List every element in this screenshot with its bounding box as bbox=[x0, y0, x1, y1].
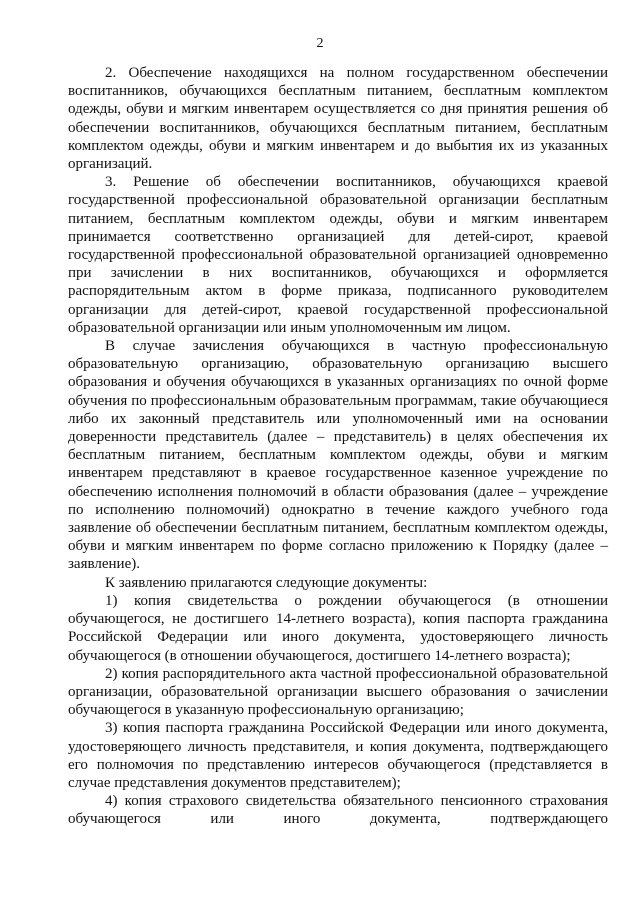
document-body bbox=[68, 64, 608, 829]
list-item-4: 4) копия страхового свидетельства обязательного пенсионного страхования обучающегося или иного документа, подтверждающего bbox=[68, 793, 608, 828]
paragraph-item-3: 3. Решение об обеспечении воспитанников, обучающихся краевой государственной профессиональной образовательной организации бесплатным питанием, бесплатным комплектом одежды, обуви и мягким инвентарем принимается соответственно организацией для детей-сирот, краевой государственной профессиональной образовательной организацией одновременно при зачислении в них воспитанников, обучающихся и оформляется распорядительным актом в форме приказа, подписанного руководителем организации для детей-сирот, краевой государственной профессиональной образовательной организации или иным уполномоченным им лицом. bbox=[68, 174, 608, 336]
page-number: 2 bbox=[316, 36, 324, 51]
list-item-2: 2) копия распорядительного акта частной профессиональной образовательной организации, образовательной организации высшего образования о зачислении обучающегося в указанную профессиональную организацию; bbox=[68, 665, 608, 719]
paragraph-private-enrollment: В случае зачисления обучающихся в частную профессиональную образовательную организацию, образовательную организацию высшего образования и обучения обучающихся в указанных организациях по очной форме обучения по профессиональным образовательным программам, такие обучающиеся либо их законный представитель или уполномоченный ими на основании доверенности представитель (далее – представитель) в целях обеспечения их бесплатным питанием, бесплатным комплектом одежды, обуви и мягким инвентарем представляют в краевое государственное казенное учреждение по обеспечению исполнения полномочий в области образования (далее – учреждение по исполнению полномочий) однократно в течение каждого учебного года заявление об обеспечении бесплатным питанием, бесплатным комплектом одежды, обуви и мягким инвентарем по форме согласно приложению к Порядку (далее – заявление). bbox=[68, 338, 608, 573]
list-item-1: 1) копия свидетельства о рождении обучающегося (в отношении обучающегося, не достигшего 14-летнего возраста), копия паспорта гражданина Российской Федерации или иного документа, удостоверяющего личность обучающегося (в отношении обучающегося, достигшего 14-летнего возраста); bbox=[68, 592, 608, 664]
paragraph-item-2: 2. Обеспечение находящихся на полном государственном обеспечении воспитанников, обучающихся бесплатным питанием, бесплатным комплектом одежды, обуви и мягким инвентарем осуществляется со дня принятия решения об обеспечении воспитанников, обучающихся бесплатным питанием, бесплатным комплектом одежды, обуви и мягким инвентарем и до выбытия их из указанных организаций. bbox=[68, 65, 608, 173]
paragraph-attachments-intro: К заявлению прилагаются следующие документы: bbox=[105, 574, 428, 591]
list-item-3: 3) копия паспорта гражданина Российской Федерации или иного документа, удостоверяющего личность представителя, и копия документа, подтверждающего его полномочия по представлению интересов обучающегося (представляется в случае представления документов представителем); bbox=[68, 720, 608, 791]
